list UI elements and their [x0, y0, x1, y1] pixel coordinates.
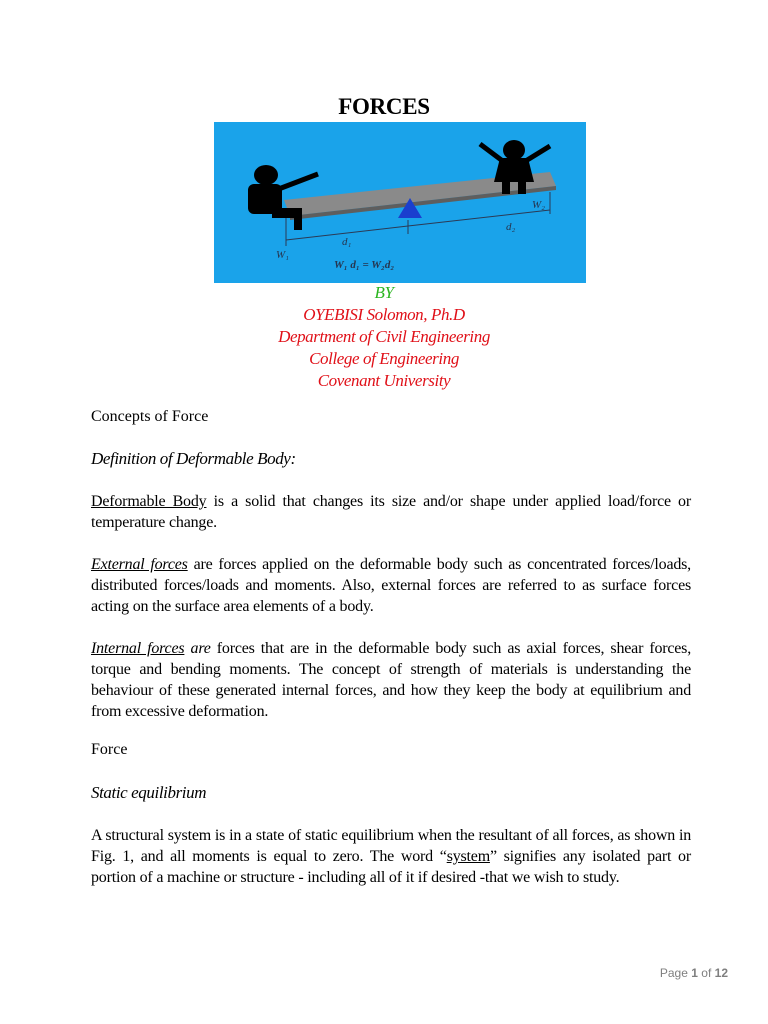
static-term: system: [446, 848, 490, 865]
internal-are: are: [184, 640, 211, 657]
university-name: Covenant University: [317, 371, 451, 390]
static-equilibrium-paragraph: [91, 825, 691, 888]
moment-equation: W₁ d₁ = W₂d₂: [334, 259, 395, 271]
deformable-text: is a solid that changes its size and/or shape under applied load/force or temperature change.: [91, 493, 691, 531]
internal-forces-paragraph: [91, 638, 691, 722]
external-term: External forces: [91, 556, 188, 573]
concepts-heading: Concepts of Force: [91, 408, 209, 425]
author-block: [0, 282, 768, 392]
deformable-heading: Definition of Deformable Body:: [91, 449, 296, 468]
page-total: 12: [714, 966, 728, 980]
label-w2: W₂: [532, 199, 545, 211]
external-text: are forces applied on the deformable body such as concentrated forces/loads, distributed forces/loads and moments. Also, external forces are referred to as surface forces acting on the surface area elements of a body.: [91, 556, 691, 615]
page-counter: [660, 966, 728, 980]
static-text-1: A structural system is in a state of static equilibrium when the resultant of all forces, as shown in Fig. 1, and all moments is equal to zero. The word “: [91, 827, 691, 865]
seesaw-figure: [214, 122, 586, 283]
of-word: of: [701, 966, 712, 980]
deformable-paragraph: [91, 491, 691, 533]
label-d2: d₂: [506, 221, 516, 233]
department-name: Department of Civil Engineering: [278, 327, 490, 346]
author-name: OYEBISI Solomon, Ph.D: [303, 305, 465, 324]
seesaw-illustration: [214, 122, 586, 283]
label-w1: W₁: [276, 249, 289, 261]
force-heading: Force: [91, 741, 128, 758]
external-forces-paragraph: [91, 554, 691, 617]
college-name: College of Engineering: [309, 349, 459, 368]
by-label: BY: [374, 283, 394, 302]
deformable-term: Deformable Body: [91, 493, 207, 510]
label-d1: d₁: [342, 236, 352, 248]
left-child-icon: [248, 165, 318, 230]
page-word: Page: [659, 966, 688, 980]
static-equilibrium-heading: Static equilibrium: [91, 783, 207, 802]
internal-term: Internal forces: [91, 640, 185, 657]
static-text-2: ” signifies any isolated part or portion of a machine or structure - including all of it if desired -that we wish to study.: [91, 848, 691, 886]
internal-text: forces that are in the deformable body such as axial forces, shear forces, torque and bending moments. The concept of strength of materials is understanding the behaviour of these generated internal forces, and how they keep the body at equilibrium and from excessive deformation.: [91, 640, 692, 720]
document-title: FORCES: [338, 94, 430, 119]
page-current: 1: [691, 966, 698, 980]
